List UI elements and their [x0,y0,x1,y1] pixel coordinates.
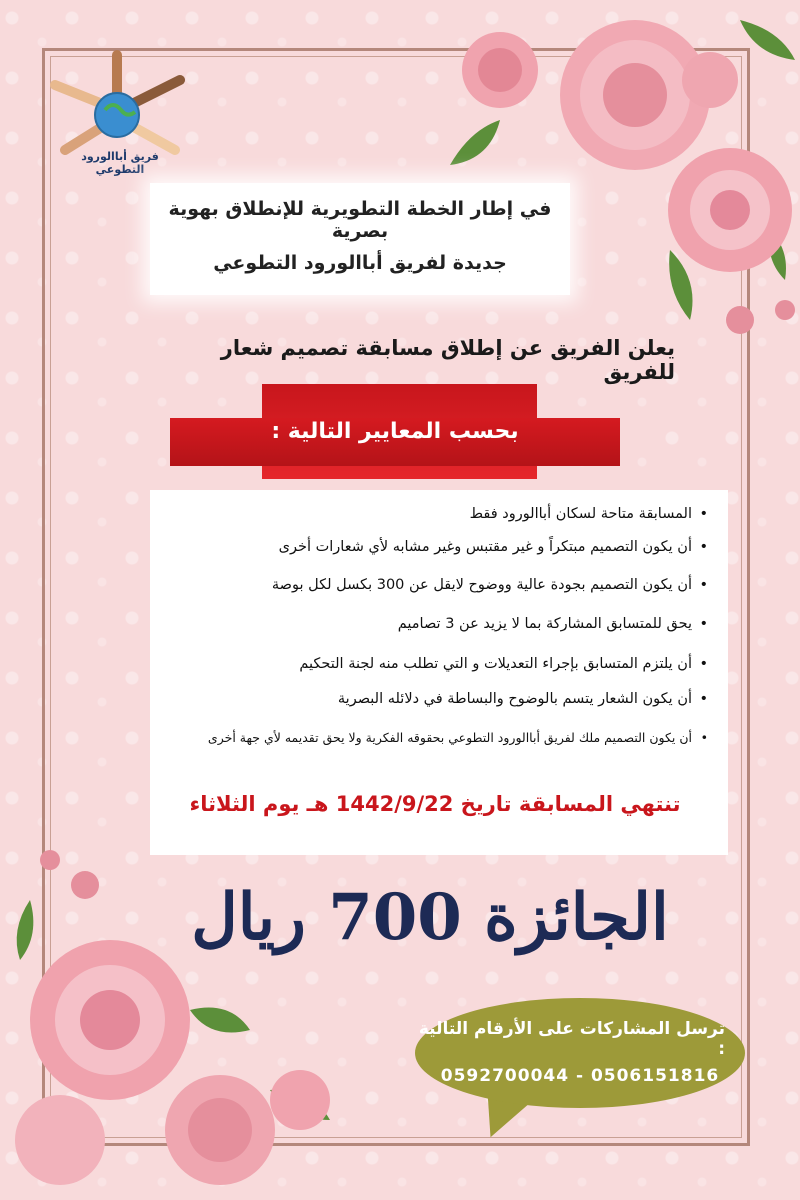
criteria-item: • أن يكون الشعار يتسم بالوضوح والبساطة في دلائله البصرية [148,691,708,708]
contact-phones: 0592700044 - 0506151816 [440,1066,720,1086]
prize-text: الجائزة 700 ريال [191,880,669,955]
criteria-title: بحسب المعايير التالية : [271,419,519,444]
intro-line-1: في إطار الخطة التطويرية للإنطلاق بهوية بصرية [168,198,552,242]
criteria-item: • أن يكون التصميم مبتكراً و غير مقتبس وغير مشابه لأي شعارات أخرى [148,539,708,556]
announcement: يعلن الفريق عن إطلاق مسابقة تصميم شعار للفريق [220,336,675,384]
criteria-item: • المسابقة متاحة لسكان أباالورود فقط [148,506,708,523]
intro-line-2: جديدة لفريق أباالورود التطوعي [213,252,507,274]
logo-caption: فريق أباالورود التطوعي [81,150,159,176]
criteria-item: • أن يكون التصميم بجودة عالية ووضوح لايقل عن 300 بكسل لكل بوصة [148,577,708,594]
deadline-text: تنتهي المسابقة تاريخ 1442/9/22 هـ يوم الثلاثاء [189,792,681,816]
criteria-list [148,506,708,745]
criteria-item: • أن يلتزم المتسابق بإجراء التعديلات و التي تطلب منه لجنة التحكيم [148,656,708,673]
criteria-item: • أن يكون التصميم ملك لفريق أباالورود التطوعي بحقوقه الفكرية ولا يحق تقديمه لأي جهة أخرى [148,730,708,745]
contact-title: ترسل المشاركات على الأرقام التالية : [418,1019,725,1059]
criteria-item: • يحق للمتسابق المشاركة بما لا يزيد عن 3 تصاميم [148,616,708,633]
